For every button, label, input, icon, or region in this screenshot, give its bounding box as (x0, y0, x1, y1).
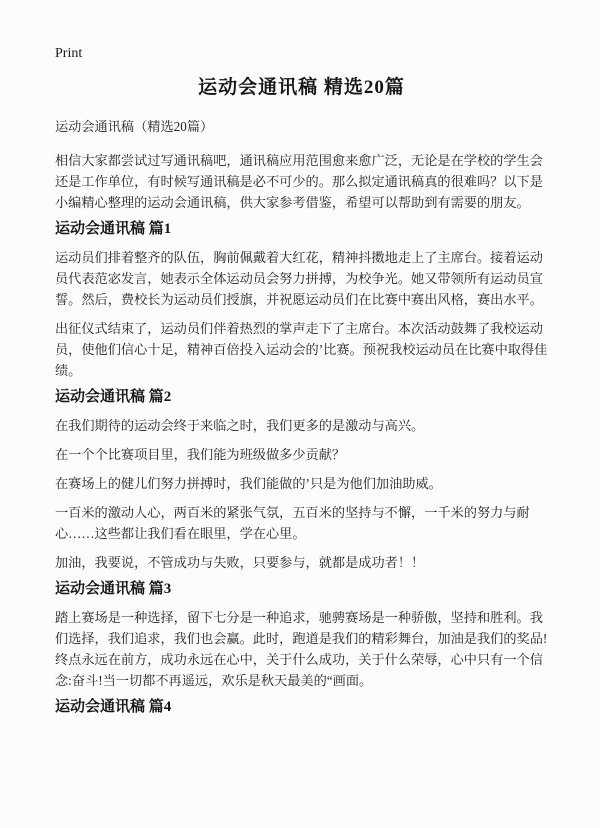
paragraph: 加油，我要说，不管成功与失败，只要参与，就都是成功者！！ (55, 555, 425, 570)
section-heading-1: 运动会通讯稿 篇1 (55, 221, 172, 237)
paragraph: 踏上赛场是一种选择，留下七分是一种追求，驰骋赛场是一种骄傲，坚持和胜利。我们选择，我们追求，我们也会赢。此时，跑道是我们的精彩舞台，加油是我们的奖品!终点永远在前方，成功永远在心中，关于什么成功，关于什么荣辱，心中只有一个信念:奋斗!当一切都不再遥远，欢乐是秋天最美的“画面。 (55, 610, 548, 688)
paragraph: 一百米的激动人心，两百米的紧张气氛，五百米的坚持与不懈，一千米的努力与耐心……这些都让我们看在眼里，学在心里。 (55, 505, 530, 541)
paragraph: 出征仪式结束了，运动员们伴着热烈的掌声走下了主席台。本次活动鼓舞了我校运动员，使他们信心十足，精神百倍投入运动会的’比赛。预祝我校运动员在比赛中取得佳绩。 (55, 321, 548, 378)
section-heading-4: 运动会通讯稿 篇4 (55, 699, 172, 715)
section-heading-3: 运动会通讯稿 篇3 (55, 581, 172, 597)
subtitle: 运动会通讯稿（精选20篇） (55, 119, 214, 134)
paragraph: 在一个个比赛项目里，我们能为班级做多少贡献？ (55, 447, 346, 462)
intro-paragraph: 相信大家都尝试过写通讯稿吧，通讯稿应用范围愈来愈广泛，无论是在学校的学生会还是工作单位，有时候写通讯稿是必不可少的。那么拟定通讯稿真的很难吗？以下是小编精心整理的运动会通讯稿，供大家参考借鉴，希望可以帮助到有需要的朋友。 (55, 153, 543, 210)
paragraph: 在我们期待的运动会终于来临之时，我们更多的是激动与高兴。 (55, 418, 425, 433)
page-title: 运动会通讯稿 精选20篇 (198, 77, 405, 98)
paragraph: 运动员们排着整齐的队伍，胸前佩戴着大红花，精神抖擞地走上了主席台。接着运动员代表范宓发言，她表示全体运动员会努力拼搏，为校争光。她又带领所有运动员宣誓。然后，费校长为运动员们授旗，并祝愿运动员们在比赛中赛出风格，赛出水平。 (55, 250, 543, 307)
section-heading-2: 运动会通讯稿 篇2 (55, 389, 172, 405)
paragraph: 在赛场上的健儿们努力拼搏时，我们能做的’只是为他们加油助威。 (55, 476, 442, 491)
print-link[interactable]: Print (55, 46, 83, 61)
